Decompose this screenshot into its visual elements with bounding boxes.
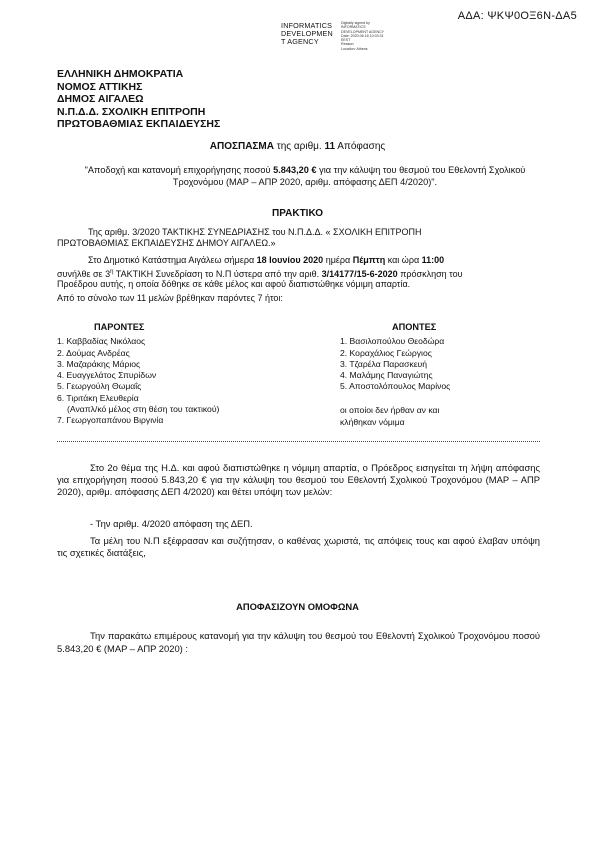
meeting-day: Πέμπτη	[352, 255, 386, 265]
header-line: ΕΛΛΗΝΙΚΗ ΔΗΜΟΚΡΑΤΙΑ	[57, 68, 184, 80]
superscript: η	[110, 269, 114, 275]
header-line: ΔΗΜΟΣ ΑΙΓΑΛΕΩ	[57, 93, 144, 106]
present-member: 2. Δούμας Ανδρέας	[57, 347, 130, 358]
signature-line: INFORMATICS	[341, 25, 366, 30]
minutes-title: ΠΡΑΚΤΙΚΟ	[271, 208, 324, 219]
document-header	[57, 68, 220, 131]
signature-line: DEVELOPMENT AGENCY	[341, 29, 385, 34]
divider	[57, 441, 540, 442]
header-line: Ν.Π.Δ.Δ. ΣΧΟΛΙΚΗ ΕΠΙΤΡΟΠΗ	[57, 105, 206, 118]
text: ημέρα	[323, 255, 353, 265]
intro-members: Από το σύνολο των 11 μελών βρέθηκαν παρόντες 7 ήτοι:	[57, 293, 283, 303]
absent-heading: ΑΠΟΝΤΕΣ	[392, 322, 437, 332]
meeting-time: 11:00	[421, 255, 445, 265]
ada-code: ΑΔΑ: ΨΚΨ0ΟΞ6Ν-ΔΑ5	[457, 10, 577, 22]
signature-line: EEST	[341, 38, 351, 43]
signature-line: Location: Athens	[341, 46, 368, 51]
discussion-conclusion: Τα μέλη του Ν.Π εξέφρασαν και συζήτησαν, ο καθένας χωριστά, τις απόψεις τους και αφού έλαβαν υπόψη τις σχετικές διατάξεις,	[57, 535, 540, 558]
invitation-reference: 3/14177/15-6-2020	[321, 269, 398, 279]
extract-title-number: 11	[324, 141, 336, 152]
subject-post: για την κάλυψη του θεσμού του Εθελοντή Σχολικού Τροχονόμου (ΜΑΡ – ΑΠΡ 2020, αριθμ. απόφασης ΔΕΠ 4/2020)".	[172, 165, 526, 187]
digital-signature-details	[341, 21, 401, 51]
logo-line: INFORMATICS	[281, 21, 333, 30]
extract-title-tail: Απόφασης	[335, 141, 386, 152]
present-member: 5. Γεωργούλη Θωμαΐς	[57, 381, 142, 392]
present-member: 6. Τιριτάκη Ελευθερία	[57, 392, 139, 403]
absent-member: 5. Αποστολόπουλος Μαρίνος	[340, 381, 451, 392]
text: πρόσκληση του	[397, 269, 463, 279]
decision-paragraph: Την παρακάτω επιμέρους κατανομή για την κάλυψη του θεσμού του Εθελοντή Σχολικού Τροχονόμου ποσού 5.843,20 € (ΜΑΡ – ΑΠΡ 2020) :	[57, 630, 540, 654]
present-member-note: (Αναπλ/κό μέλος στη θέση του τακτικού)	[67, 404, 220, 415]
intro-line-1: Της αριθμ. 3/2020 ΤΑΚΤΙΚΗΣ ΣΥΝΕΔΡΙΑΣΗΣ του Ν.Π.Δ.Δ. « ΣΧΟΛΙΚΗ ΕΠΙΤΡΟΠΗ	[88, 227, 422, 237]
logo-line: T AGENCY	[281, 37, 319, 46]
signature-line: Reason:	[341, 42, 355, 47]
extract-title-mid: της αριθμ.	[273, 141, 325, 152]
subject-pre: "Αποδοχή και κατανομή επιχορήγησης ποσού	[84, 165, 274, 175]
meeting-date: 18 Ιουνίου 2020	[256, 255, 324, 265]
subject-amount: 5.843,20 €	[273, 165, 317, 175]
text: Στο Δημοτικό Κατάστημα Αιγάλεω σήμερα	[88, 255, 257, 265]
absent-members	[340, 322, 451, 428]
absent-member: 3. Τζαρέλα Παρασκευή	[340, 358, 428, 369]
logo-line: DEVELOPMEN	[281, 29, 333, 38]
signature-line: Digitally signed by	[341, 21, 370, 25]
subject-line	[70, 165, 540, 188]
discussion-reference: - Την αριθμ. 4/2020 απόφαση της ΔΕΠ.	[90, 518, 253, 529]
discussion-paragraph: Στο 2ο θέμα της Η.Δ. και αφού διαπιστώθηκε η νόμιμη απαρτία, ο Πρόεδρος εισηγείται τη λήψη απόφασης για επιχορήγηση ποσού 5.843,20 € για την κάλυψη του θεσμού του Εθελοντή Σχολικού Τροχονόμου (ΜΑΡ – ΑΠΡ 2020), αριθμ. απόφασης ΔΕΠ 4/2020) και θέτει υπόψη των μελών:	[57, 462, 540, 497]
present-member: 7. Γεωργοπαπάνου Βιργινία	[57, 415, 164, 426]
absent-member: 4. Μαλάμης Παναγιώτης	[340, 370, 433, 381]
absent-member: 2. Κοραχάλιος Γεώργιος	[340, 347, 432, 358]
present-members	[57, 322, 220, 427]
extract-title	[0, 141, 595, 152]
present-member: 1. Καββαδίας Νικόλαος	[57, 336, 146, 347]
header-line: ΠΡΩΤΟΒΑΘΜΙΑΣ ΕΚΠΑΙΔΕΥΣΗΣ	[57, 118, 221, 131]
intro-meeting-date	[88, 255, 444, 266]
text: ΤΑΚΤΙΚΗ Συνεδρίαση το Ν.Π ύστερα από την αριθ.	[113, 269, 322, 279]
present-member: 4. Ευαγγελάτος Σπυρίδων	[57, 370, 157, 381]
text: και ώρα	[385, 255, 422, 265]
intro-quorum: Προέδρου αυτής, η οποία δόθηκε σε κάθε μέλος και αφού διαπιστώθηκε νόμιμη απαρτία.	[57, 279, 411, 289]
extract-title-bold: ΑΠΟΣΠΑΣΜΑ	[209, 141, 274, 152]
present-heading: ΠΑΡΟΝΤΕΣ	[94, 322, 145, 332]
present-member: 3. Μαζαράκης Μάριος	[57, 358, 141, 369]
header-line: ΝΟΜΟΣ ΑΤΤΙΚΗΣ	[57, 80, 143, 93]
signature-line: Date: 2020.06.18 10:03:31	[341, 33, 384, 38]
absent-note: κλήθηκαν νόμιμα	[340, 416, 405, 427]
absent-member: 1. Βασιλοπούλου Θεοδώρα	[340, 336, 445, 347]
intro-line-2: ΠΡΩΤΟΒΑΘΜΙΑΣ ΕΚΠΑΙΔΕΥΣΗΣ ΔΗΜΟΥ ΑΙΓΑΛΕΩ.»	[57, 238, 276, 248]
decision-title: ΑΠΟΦΑΣΙΖΟΥΝ ΟΜΟΦΩΝΑ	[236, 601, 359, 612]
text: συνήλθε σε 3	[57, 269, 111, 279]
absent-note: οι οποίοι δεν ήρθαν αν και	[340, 405, 440, 416]
